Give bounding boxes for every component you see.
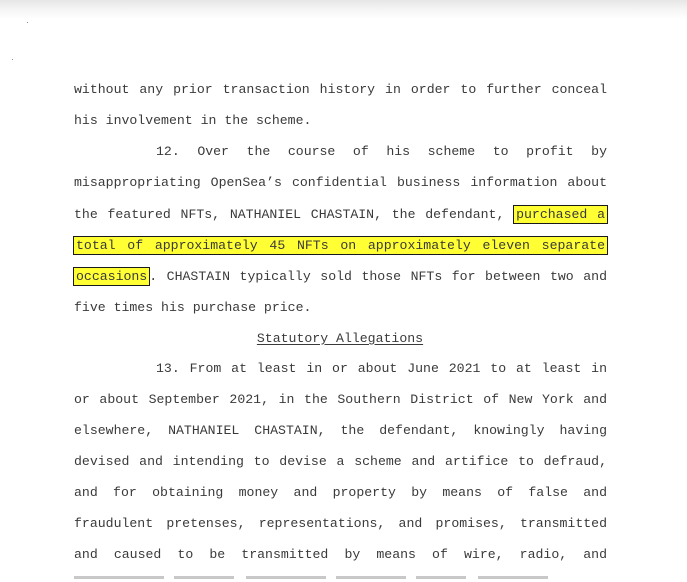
text-segment: the featured NFTs, NATHANIEL CHASTAIN, the defendant, [74, 207, 515, 222]
text-segment: . CHASTAIN typically sold those NFTs for between two and [149, 269, 607, 284]
page-top-shadow [0, 0, 687, 20]
text-line: without any prior transaction history in order to further conceal [74, 82, 607, 97]
scan-speck [27, 22, 28, 23]
section-heading [0, 329, 680, 349]
paragraph-12-line: misappropriating OpenSea’s confidential business information about [74, 175, 607, 190]
cut-off-text-line [74, 576, 607, 582]
paragraph-13-line: and for obtaining money and property by means of false and [74, 485, 607, 500]
paragraph-12-line [74, 267, 607, 287]
paragraph-13-line: devised and intending to devise a scheme and artifice to defraud, [74, 454, 607, 469]
paragraph-12-line: five times his purchase price. [74, 300, 312, 315]
paragraph-12-line [74, 205, 607, 225]
paragraph-12-line: 12. Over the course of his scheme to profit by [156, 144, 607, 159]
paragraph-13-line: 13. From at least in or about June 2021 to at least in [156, 361, 607, 376]
highlighted-text: occasions [76, 269, 148, 284]
text-line: his involvement in the scheme. [74, 113, 312, 128]
paragraph-13-line: or about September 2021, in the Southern District of New York and [74, 392, 607, 407]
section-heading-text: Statutory Allegations [256, 331, 424, 346]
paragraph-13-line: and caused to be transmitted by means of wire, radio, and [74, 547, 607, 562]
scan-speck [12, 59, 13, 60]
paragraph-12-line [74, 236, 607, 256]
paragraph-13-line: elsewhere, NATHANIEL CHASTAIN, the defendant, knowingly having [74, 423, 607, 438]
paragraph-13-line: fraudulent pretenses, representations, and promises, transmitted [74, 516, 607, 531]
highlighted-text: total of approximately 45 NFTs on approximately eleven separate [76, 238, 605, 253]
highlighted-text: purchased a [516, 207, 605, 222]
